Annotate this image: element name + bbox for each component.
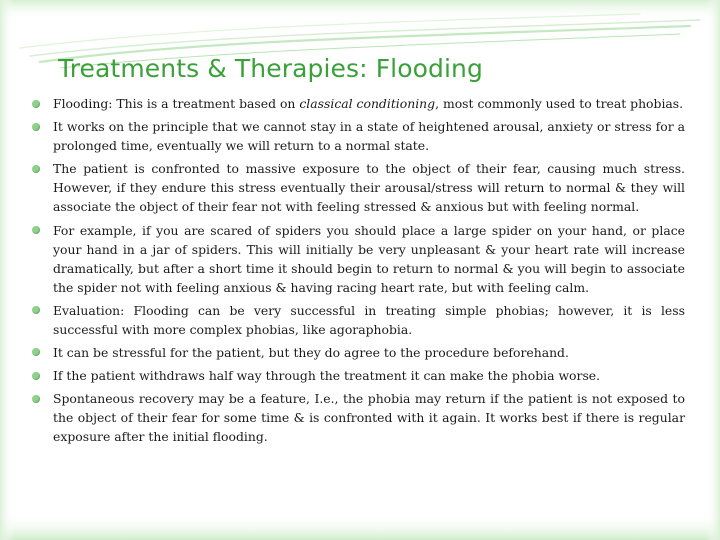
bullet-term: Evaluation: xyxy=(53,302,125,318)
bullet-text: It works on the principle that we cannot stay in a state of heightened arousal, anxiety or stress for a prolonged time, eventually we will return to a normal state. xyxy=(53,119,685,154)
bullet-list xyxy=(32,94,685,451)
bullet-text: It can be stressful for the patient, but they do agree to the procedure beforehand. xyxy=(53,344,569,360)
bullet-item xyxy=(32,301,685,339)
bullet-item xyxy=(32,343,685,362)
bullet-dot-icon xyxy=(32,123,40,131)
bullet-item xyxy=(32,159,685,216)
bullet-item xyxy=(32,221,685,297)
bullet-term: Flooding: xyxy=(53,96,113,111)
bullet-dot-icon xyxy=(32,372,40,380)
bullet-item xyxy=(32,366,685,385)
bullet-dot-icon xyxy=(32,165,40,173)
italic-term: classical conditioning xyxy=(299,96,436,111)
bullet-item xyxy=(32,94,685,113)
bullet-dot-icon xyxy=(32,348,40,356)
bullet-dot-icon xyxy=(32,306,40,314)
bullet-text: This is a treatment based on xyxy=(112,96,300,111)
slide-title: Treatments & Therapies: Flooding xyxy=(58,54,483,83)
bullet-text: , most commonly used to treat phobias. xyxy=(435,96,684,111)
bullet-dot-icon xyxy=(32,226,40,234)
bullet-text: If the patient withdraws half way through the treatment it can make the phobia worse. xyxy=(53,368,601,384)
bullet-text: Flooding can be very successful in treating simple phobias; however, it is less successful with more complex phobias, like agoraphobia. xyxy=(53,302,685,337)
bullet-dot-icon xyxy=(32,100,40,108)
bullet-item xyxy=(32,117,685,155)
bullet-text: For example, if you are scared of spiders you should place a large spider on your hand, or place your hand in a jar of spiders. This will initially be very unpleasant & your heart rate will increase dramatically, but after a short time it should begin to return to normal & you will begin to associate the spider not with feeling anxious & having racing heart rate, but with feeling calm. xyxy=(53,222,685,295)
bullet-text: Spontaneous recovery may be a feature, I.e., the phobia may return if the patient is not exposed to the object of their fear for some time & is confronted with it again. It works best if there is regular exposure after the initial flooding. xyxy=(53,391,685,445)
bullet-item xyxy=(32,389,685,446)
bullet-text: The patient is confronted to massive exposure to the object of their fear, causing much stress. However, if they endure this stress eventually their arousal/stress will return to normal & they will associate the object of their fear not with feeling stressed & anxious but with feeling normal. xyxy=(53,161,685,215)
bullet-dot-icon xyxy=(32,395,40,403)
